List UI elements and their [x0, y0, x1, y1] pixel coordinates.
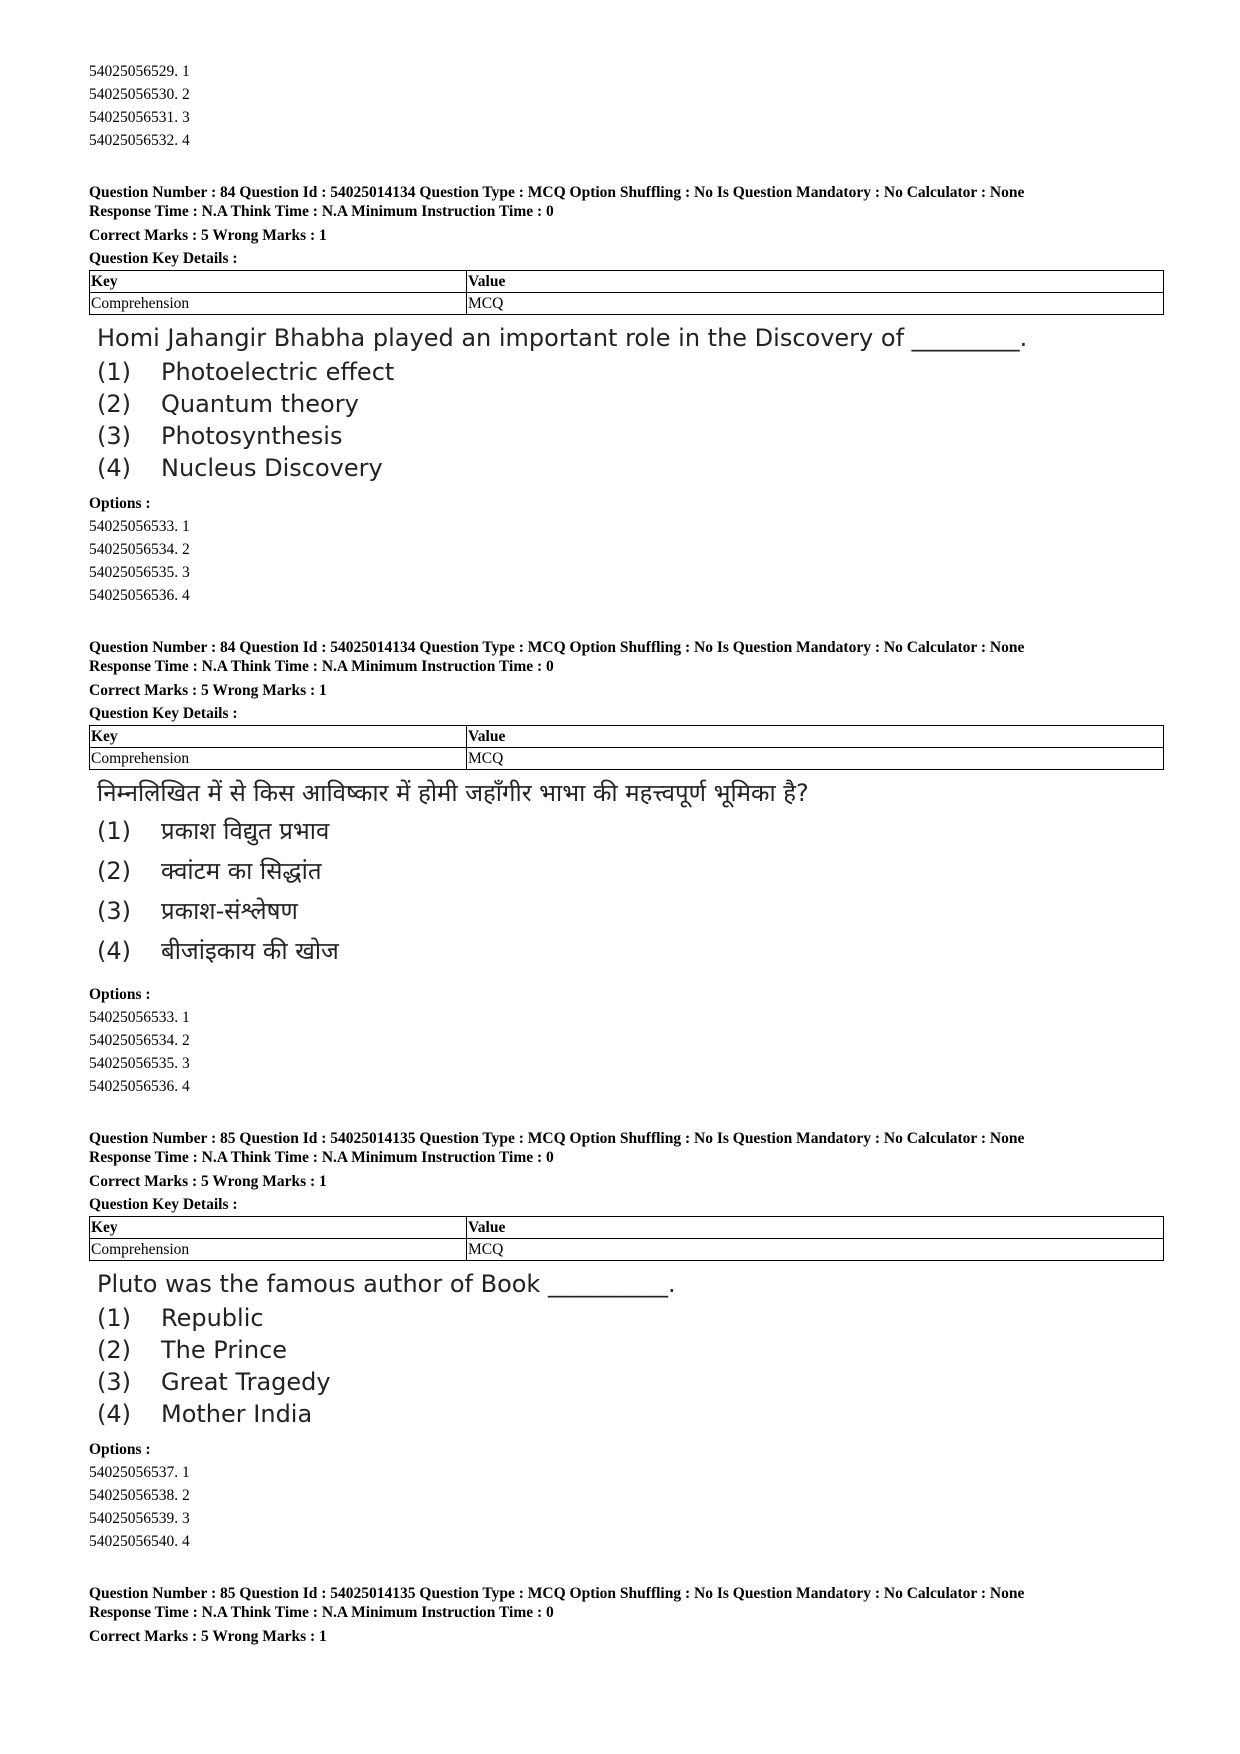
- answer-choice: [97, 420, 1164, 452]
- document-page: [89, 60, 1164, 1648]
- answer-choice: [97, 388, 1164, 420]
- question-block: [89, 638, 1164, 1098]
- choice-text: बीजांइकाय की खोज: [161, 937, 339, 965]
- table-header-value: Value: [467, 271, 1164, 293]
- choice-number: (1): [97, 817, 131, 845]
- options-heading: Options :: [89, 495, 151, 512]
- table-cell-value: MCQ: [467, 748, 1164, 770]
- choice-text: Mother India: [161, 1400, 313, 1428]
- choice-text: प्रकाश-संश्लेषण: [161, 897, 298, 925]
- choice-number: (4): [97, 454, 131, 482]
- option-line: 54025056532. 4: [89, 132, 190, 149]
- question-body: [89, 777, 1164, 975]
- question-meta-line: Question Number : 85 Question Id : 54025014135 Question Type : MCQ Option Shuffling : No Is Question Mandatory : No Calculator : None: [89, 1585, 1025, 1602]
- answer-choice: [97, 935, 1164, 975]
- choice-text: Nucleus Discovery: [161, 454, 383, 482]
- question-meta-line: Question Number : 85 Question Id : 54025014135 Question Type : MCQ Option Shuffling : No Is Question Mandatory : No Calculator : None: [89, 1130, 1025, 1147]
- choice-number: (2): [97, 1336, 131, 1364]
- question-body: [89, 1268, 1164, 1430]
- answer-choice: [97, 1398, 1164, 1430]
- option-line: 54025056533. 1: [89, 518, 190, 535]
- option-line: 54025056535. 3: [89, 564, 190, 581]
- question-block: [89, 1129, 1164, 1553]
- question-block: [89, 183, 1164, 607]
- question-marks: Correct Marks : 5 Wrong Marks : 1: [89, 1628, 327, 1645]
- answer-choice: [97, 855, 1164, 895]
- question-meta-line: Question Number : 84 Question Id : 54025014134 Question Type : MCQ Option Shuffling : No Is Question Mandatory : No Calculator : None: [89, 639, 1025, 656]
- answer-choice: [97, 1366, 1164, 1398]
- choice-text: प्रकाश विद्युत प्रभाव: [161, 817, 330, 845]
- options-heading: Options :: [89, 1441, 151, 1458]
- top-options-list: [89, 60, 1164, 152]
- question-text: निम्नलिखित में से किस आविष्कार में होमी जहाँगीर भाभा की महत्त्वपूर्ण भूमिका है?: [97, 779, 809, 807]
- table-header-value: Value: [467, 1217, 1164, 1239]
- choice-number: (3): [97, 897, 131, 925]
- table-cell-value: MCQ: [467, 1239, 1164, 1261]
- answer-choice: [97, 815, 1164, 855]
- question-timing-line: Response Time : N.A Think Time : N.A Minimum Instruction Time : 0: [89, 203, 554, 220]
- option-line: 54025056538. 2: [89, 1487, 190, 1504]
- question-meta-line: Question Number : 84 Question Id : 54025014134 Question Type : MCQ Option Shuffling : No Is Question Mandatory : No Calculator : None: [89, 184, 1025, 201]
- option-line: 54025056533. 1: [89, 1009, 190, 1026]
- choice-number: (2): [97, 857, 131, 885]
- choice-text: The Prince: [161, 1336, 288, 1364]
- answer-choice: [97, 895, 1164, 935]
- question-timing-line: Response Time : N.A Think Time : N.A Minimum Instruction Time : 0: [89, 1149, 554, 1166]
- question-marks: Correct Marks : 5 Wrong Marks : 1: [89, 227, 327, 244]
- question-text: Homi Jahangir Bhabha played an important role in the Discovery of _________.: [97, 324, 1028, 352]
- choice-number: (1): [97, 358, 131, 386]
- choice-text: Photosynthesis: [161, 422, 343, 450]
- option-line: 54025056536. 4: [89, 1078, 190, 1095]
- option-line: 54025056539. 3: [89, 1510, 190, 1527]
- question-timing-line: Response Time : N.A Think Time : N.A Minimum Instruction Time : 0: [89, 658, 554, 675]
- option-line: 54025056534. 2: [89, 1032, 190, 1049]
- table-cell-value: MCQ: [467, 293, 1164, 315]
- answer-choice: [97, 452, 1164, 484]
- option-line: 54025056534. 2: [89, 541, 190, 558]
- choice-text: Republic: [161, 1304, 264, 1332]
- question-block-trailing: [89, 1584, 1164, 1648]
- choice-number: (4): [97, 937, 131, 965]
- table-cell-key: Comprehension: [90, 293, 467, 315]
- table-header-key: Key: [90, 726, 467, 748]
- table-header-value: Value: [467, 726, 1164, 748]
- question-timing-line: Response Time : N.A Think Time : N.A Minimum Instruction Time : 0: [89, 1604, 554, 1621]
- question-key-heading: Question Key Details :: [89, 705, 238, 722]
- question-key-heading: Question Key Details :: [89, 1196, 238, 1213]
- choice-number: (3): [97, 1368, 131, 1396]
- option-line: 54025056536. 4: [89, 587, 190, 604]
- choice-number: (2): [97, 390, 131, 418]
- choice-text: Photoelectric effect: [161, 358, 395, 386]
- question-key-table: [89, 270, 1164, 315]
- option-line: 54025056537. 1: [89, 1464, 190, 1481]
- table-header-key: Key: [90, 271, 467, 293]
- option-line: 54025056530. 2: [89, 86, 190, 103]
- question-key-table: [89, 1216, 1164, 1261]
- choice-number: (3): [97, 422, 131, 450]
- option-line: 54025056529. 1: [89, 63, 190, 80]
- answer-choice: [97, 356, 1164, 388]
- question-marks: Correct Marks : 5 Wrong Marks : 1: [89, 682, 327, 699]
- choice-number: (1): [97, 1304, 131, 1332]
- question-key-table: [89, 725, 1164, 770]
- option-line: 54025056540. 4: [89, 1533, 190, 1550]
- table-cell-key: Comprehension: [90, 1239, 467, 1261]
- answer-choice: [97, 1302, 1164, 1334]
- choice-text: क्वांटम का सिद्धांत: [161, 857, 322, 885]
- question-key-heading: Question Key Details :: [89, 250, 238, 267]
- answer-choice: [97, 1334, 1164, 1366]
- question-text: Pluto was the famous author of Book __________.: [97, 1270, 676, 1298]
- options-heading: Options :: [89, 986, 151, 1003]
- choice-text: Quantum theory: [161, 390, 359, 418]
- choice-number: (4): [97, 1400, 131, 1428]
- option-line: 54025056535. 3: [89, 1055, 190, 1072]
- option-line: 54025056531. 3: [89, 109, 190, 126]
- question-body: [89, 322, 1164, 484]
- choice-text: Great Tragedy: [161, 1368, 331, 1396]
- table-header-key: Key: [90, 1217, 467, 1239]
- question-marks: Correct Marks : 5 Wrong Marks : 1: [89, 1173, 327, 1190]
- table-cell-key: Comprehension: [90, 748, 467, 770]
